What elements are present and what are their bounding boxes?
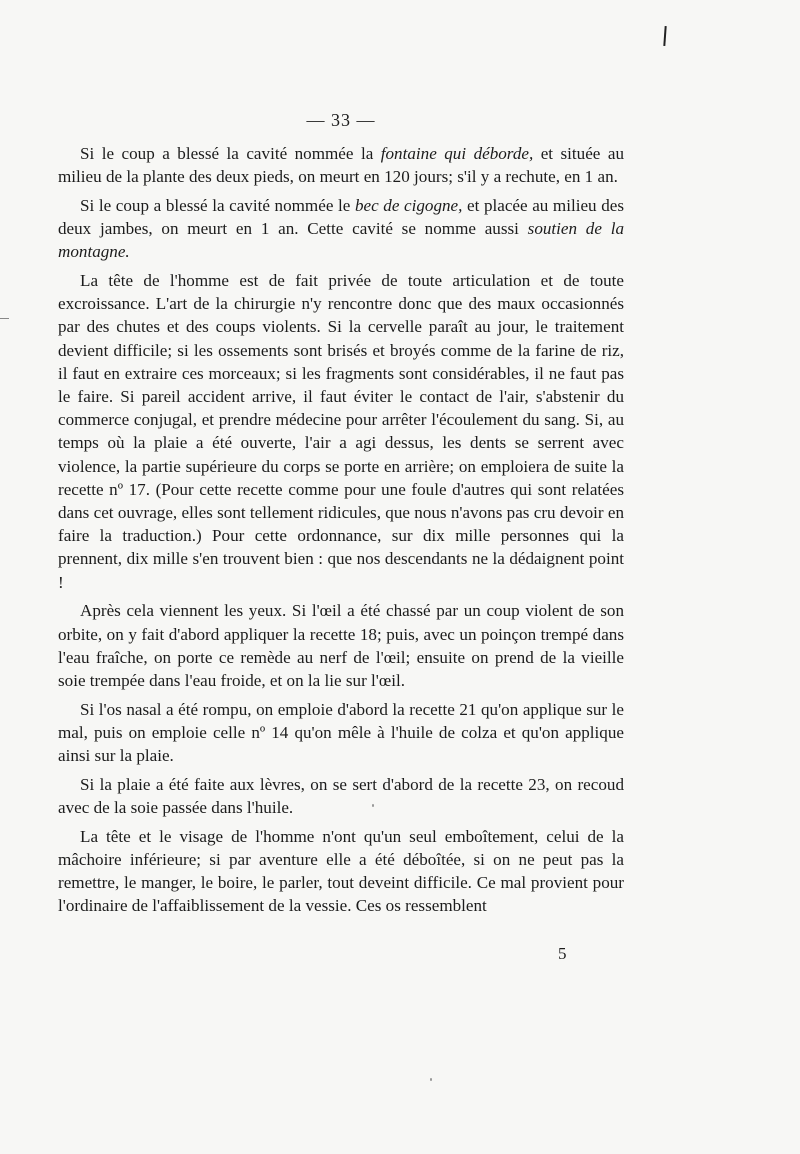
italic-term: soutien de la montagne.	[58, 219, 624, 262]
margin-mark	[0, 318, 9, 319]
paragraph-text: Si la plaie a été faite aux lèvres, on se sert d'abord de la recette 23, on recoud avec de la soie passée dans l'huile.	[58, 774, 624, 817]
paragraph-text: et située au milieu de la plante des deux pieds, on meurt en 120 jours; s'il y a rechute, en 1 an.	[58, 144, 624, 187]
margin-mark	[663, 26, 666, 46]
paragraph	[58, 599, 624, 692]
paragraph	[58, 269, 624, 594]
paragraph	[58, 194, 624, 264]
paragraph	[58, 825, 624, 918]
page-number: — 33 —	[306, 110, 376, 130]
paragraph-text: Si le coup a blessé la cavité nommée le	[80, 195, 355, 215]
paragraph	[58, 142, 624, 188]
paragraph	[58, 773, 624, 819]
paragraph	[58, 698, 624, 768]
italic-term: bec de cigogne,	[354, 195, 463, 215]
signature-mark: 5	[558, 944, 567, 963]
paragraph-text: La tête de l'homme est de fait privée de toute articulation et de toute excroissance. L'art de la chirurgie n'y rencontre donc que des maux occasionnés par des chutes et des coups violents. Si la cervelle paraît au jour, le traitement devient difficile; si les ossements sont brisés et broyés comme de la farine de riz, il faut en extraire ces morceaux; si les fragments sont considérables, il ne faut pas le faire. Si pareil accident arrive, il faut éviter le contact de l'air, s'abstenir du commerce conjugal, et prendre médecine pour arrêter l'écoulement du sang. Si, au temps où la plaie a été ouverte, l'air a agi dessus, les dents se serrent avec violence, la partie supérieure du corps se porte en arrière; on emploiera de suite la recette nº 17. (Pour cette recette comme pour une foule d'autres qui sont relatées dans cet ouvrage, elles sont tellement ridicules, que nous n'avons pas cru devoir en faire la traduction.) Pour cette ordonnance, sur dix mille personnes qui la prennent, dix mille s'en trouvent bien : que nos descendants ne la dédaignent point !	[58, 271, 624, 592]
ink-speck	[430, 1078, 432, 1081]
paragraph-text: La tête et le visage de l'homme n'ont qu'un seul emboîtement, celui de la mâchoire inférieure; si par aventure elle a été déboîtée, si on ne peut pas la remettre, le manger, le boire, le parler, tout deveint difficile. Ce mal provient pour l'ordinaire de l'affaiblissement de la vessie. Ces os ressemblent	[58, 826, 624, 916]
paragraph-text: Si le coup a blessé la cavité nommée la	[80, 144, 381, 163]
paragraph-text: Après cela viennent les yeux. Si l'œil a été chassé par un coup violent de son orbite, on y fait d'abord appliquer la recette 18; puis, avec un poinçon trempé dans l'eau fraîche, on porte ce remède au nerf de l'œil; ensuite on prend de la vieille soie trempée dans l'eau froide, et on la lie sur l'œil.	[58, 601, 624, 690]
italic-term: fontaine qui déborde,	[380, 144, 534, 163]
page-body	[58, 110, 624, 923]
paragraph-text: Si l'os nasal a été rompu, on emploie d'abord la recette 21 qu'on applique sur le mal, puis on emploie celle nº 14 qu'on mêle à l'huile de colza et qu'on applique ainsi sur la plaie.	[58, 699, 624, 766]
paragraph-text: et placée au milieu des deux jambes, on meurt en 1 an. Cette cavité se nomme aussi	[58, 195, 624, 239]
